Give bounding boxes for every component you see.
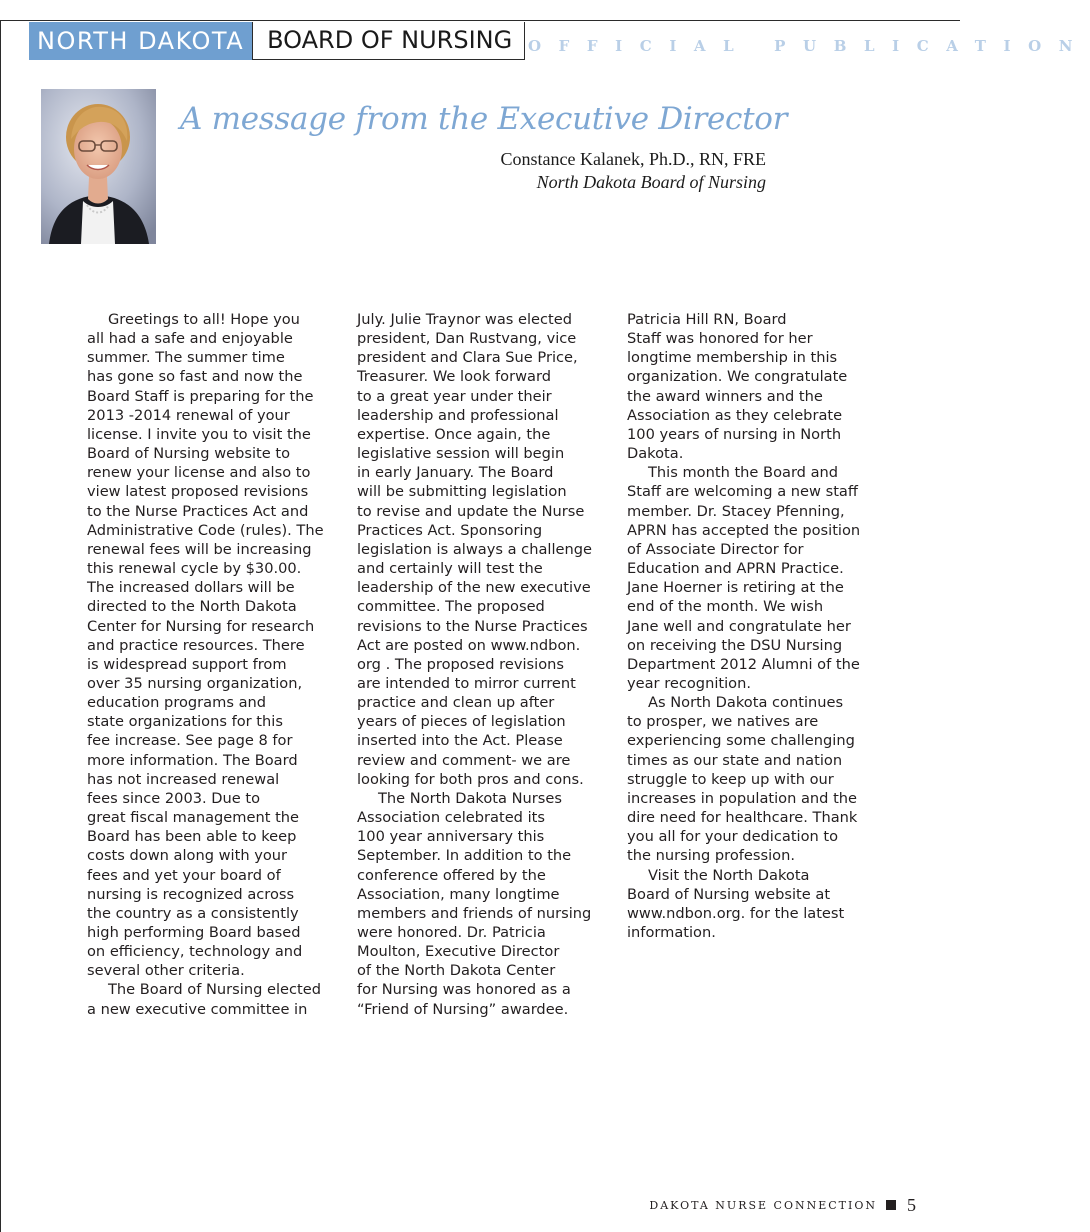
article-text-line: all had a safe and enjoyable — [87, 330, 293, 348]
masthead-tagline: OFFICIAL PUBLICATION — [528, 37, 1090, 55]
article-text-line: conference offered by the — [357, 866, 546, 884]
article-text-line: end of the month. We wish — [627, 598, 824, 616]
article-text-line: Staff was honored for her — [627, 330, 813, 348]
article-text-line: legislation is always a challenge — [357, 540, 592, 558]
footer-publication-name: DAKOTA NURSE CONNECTION — [649, 1198, 877, 1212]
article-text-line: to prosper, we natives are — [627, 713, 819, 731]
article-text-line: and certainly will test the — [357, 560, 543, 578]
article-text-line: review and comment- we are — [357, 751, 571, 769]
article-text-line: The increased dollars will be — [87, 579, 295, 597]
article-text-line: Treasurer. We look forward — [357, 368, 551, 386]
article-text-line: “Friend of Nursing” awardee. — [357, 1000, 569, 1018]
article-text-line: several other criteria. — [87, 962, 245, 980]
article-text-line: high performing Board based — [87, 924, 301, 941]
article-text-line: times as our state and nation — [627, 751, 843, 769]
article-text-line: will be submitting legislation — [357, 483, 567, 501]
article-text-line: practice and clean up after — [357, 694, 555, 712]
article-column-3 — [627, 310, 885, 942]
article-text-line: leadership of the new executive — [357, 579, 591, 597]
article-text-line: Practices Act. Sponsoring — [357, 521, 543, 539]
article-text-line: renewal fees will be increasing — [87, 540, 312, 558]
article-text-line: committee. The proposed — [357, 598, 545, 616]
article-text-line: to a great year under their — [357, 387, 552, 405]
article-text-line: organization. We congratulate — [627, 368, 848, 386]
article-text-line: The North Dakota Nurses — [378, 789, 562, 807]
article-text-line: a new executive committee in — [87, 1000, 308, 1018]
article-text-line: directed to the North Dakota — [87, 598, 297, 616]
article-text-line: state organizations for this — [87, 713, 283, 731]
article-text-line: Dakota. — [627, 445, 684, 463]
article-text-line: in early January. The Board — [357, 464, 554, 482]
page-footer — [649, 1194, 916, 1216]
article-text-line: Jane well and congratulate her — [627, 617, 851, 635]
article-text-line: APRN has accepted the position — [627, 521, 861, 539]
article-text-line: The Board of Nursing elected — [108, 981, 321, 999]
article-text-line: more information. The Board — [87, 751, 298, 769]
article-text-line: Association as they celebrate — [627, 406, 843, 424]
article-text-line: As North Dakota continues — [648, 694, 844, 712]
article-text-line: for Nursing was honored as a — [357, 981, 571, 999]
article-text-line: president, Dan Rustvang, vice — [357, 330, 577, 348]
article-text-line: fee increase. See page 8 for — [87, 732, 293, 750]
article-text-line: Staff are welcoming a new staff — [627, 483, 858, 501]
article-text-line: inserted into the Act. Please — [357, 732, 563, 750]
article-text-line: dire need for healthcare. Thank — [627, 809, 858, 827]
article-author: Constance Kalanek, Ph.D., RN, FRE — [500, 149, 766, 169]
article-text-line: leadership and professional — [357, 406, 559, 424]
article-text-line: Moulton, Executive Director — [357, 943, 560, 961]
article-text-line: Visit the North Dakota — [648, 866, 810, 884]
author-portrait — [41, 89, 156, 244]
article-text-line: members and friends of nursing — [357, 904, 592, 922]
article-text-line: Department 2012 Alumni of the — [627, 655, 860, 673]
article-text-line: revisions to the Nurse Practices — [357, 617, 588, 635]
article-text-line: member. Dr. Stacey Pfenning, — [627, 502, 845, 520]
article-text-line: year recognition. — [627, 674, 751, 692]
article-text-line: renew your license and also to — [87, 464, 311, 482]
article-text-line: looking for both pros and cons. — [357, 770, 584, 788]
article-text-line: Board of Nursing website at — [627, 885, 831, 903]
article-text-line: were honored. Dr. Patricia — [357, 924, 546, 941]
article-text-line: the award winners and the — [627, 387, 823, 405]
article-text-line: on efficiency, technology and — [87, 943, 303, 961]
article-text-line: over 35 nursing organization, — [87, 674, 303, 692]
article-column-1 — [87, 310, 345, 1019]
article-text-line: Education and APRN Practice. — [627, 560, 844, 578]
article-text-line: Association celebrated its — [357, 809, 545, 827]
author-portrait-image — [41, 89, 156, 244]
masthead-board: BOARD OF NURSING — [252, 22, 525, 60]
article-text-line: on receiving the DSU Nursing — [627, 636, 843, 654]
article-text-line: Board Staff is preparing for the — [87, 387, 314, 405]
article-text-line: Act are posted on www.ndbon. — [357, 636, 581, 654]
article-text-line: nursing is recognized across — [87, 885, 295, 903]
article-title: A message from the Executive Director — [180, 101, 788, 137]
article-text-line: increases in population and the — [627, 789, 858, 807]
article-text-line: of Associate Director for — [627, 540, 804, 558]
article-text-line: fees since 2003. Due to — [87, 789, 261, 807]
article-text-line: this renewal cycle by $30.00. — [87, 560, 302, 578]
article-text-line: 100 year anniversary this — [357, 828, 545, 846]
article-text-line: Center for Nursing for research — [87, 617, 315, 635]
article-text-line: www.ndbon.org. for the latest — [627, 904, 845, 922]
article-text-line: Greetings to all! Hope you — [108, 311, 300, 328]
page-number: 5 — [907, 1194, 916, 1215]
article-author-organization: North Dakota Board of Nursing — [536, 172, 766, 192]
article-text-line: you all for your dedication to — [627, 828, 839, 846]
footer-square-bullet — [886, 1200, 896, 1210]
article-text-line: of the North Dakota Center — [357, 962, 556, 980]
article-text-line: information. — [627, 924, 716, 941]
article-text-line: are intended to mirror current — [357, 674, 576, 692]
article-text-line: education programs and — [87, 694, 267, 712]
article-text-line: fees and yet your board of — [87, 866, 281, 884]
article-text-line: to the Nurse Practices Act and — [87, 502, 309, 520]
article-text-line: costs down along with your — [87, 847, 288, 865]
masthead — [29, 22, 525, 60]
article-text-line: Jane Hoerner is retiring at the — [627, 579, 844, 597]
article-text-line: is widespread support from — [87, 655, 287, 673]
article-text-line: summer. The summer time — [87, 349, 285, 367]
article-text-line: org . The proposed revisions — [357, 655, 564, 673]
article-text-line: 100 years of nursing in North — [627, 425, 842, 443]
masthead-state: NORTH DAKOTA — [29, 22, 252, 60]
article-text-line: license. I invite you to visit the — [87, 425, 311, 443]
article-text-line: This month the Board and — [648, 464, 839, 482]
article-text-line: Patricia Hill RN, Board — [627, 311, 787, 328]
article-text-line: to revise and update the Nurse — [357, 502, 585, 520]
article-text-line: struggle to keep up with our — [627, 770, 834, 788]
article-text-line: Board has been able to keep — [87, 828, 297, 846]
article-text-line: Board of Nursing website to — [87, 445, 291, 463]
article-text-line: and practice resources. There — [87, 636, 305, 654]
article-text-line: legislative session will begin — [357, 445, 565, 463]
page-frame-top-rule — [0, 20, 960, 21]
article-text-line: expertise. Once again, the — [357, 425, 551, 443]
article-text-line: has not increased renewal — [87, 770, 280, 788]
article-column-2 — [357, 310, 615, 1019]
article-text-line: 2013 -2014 renewal of your — [87, 406, 290, 424]
article-text-line: July. Julie Traynor was elected — [357, 311, 573, 328]
article-text-line: has gone so fast and now the — [87, 368, 303, 386]
article-text-line: experiencing some challenging — [627, 732, 855, 750]
article-text-line: years of pieces of legislation — [357, 713, 566, 731]
article-text-line: Association, many longtime — [357, 885, 560, 903]
article-text-line: September. In addition to the — [357, 847, 572, 865]
article-text-line: view latest proposed revisions — [87, 483, 309, 501]
article-text-line: the country as a consistently — [87, 904, 299, 922]
page-frame-left-rule — [0, 20, 1, 1232]
article-text-line: longtime membership in this — [627, 349, 838, 367]
article-text-line: Administrative Code (rules). The — [87, 521, 324, 539]
article-text-line: president and Clara Sue Price, — [357, 349, 578, 367]
article-text-line: the nursing profession. — [627, 847, 795, 865]
article-text-line: great fiscal management the — [87, 809, 300, 827]
